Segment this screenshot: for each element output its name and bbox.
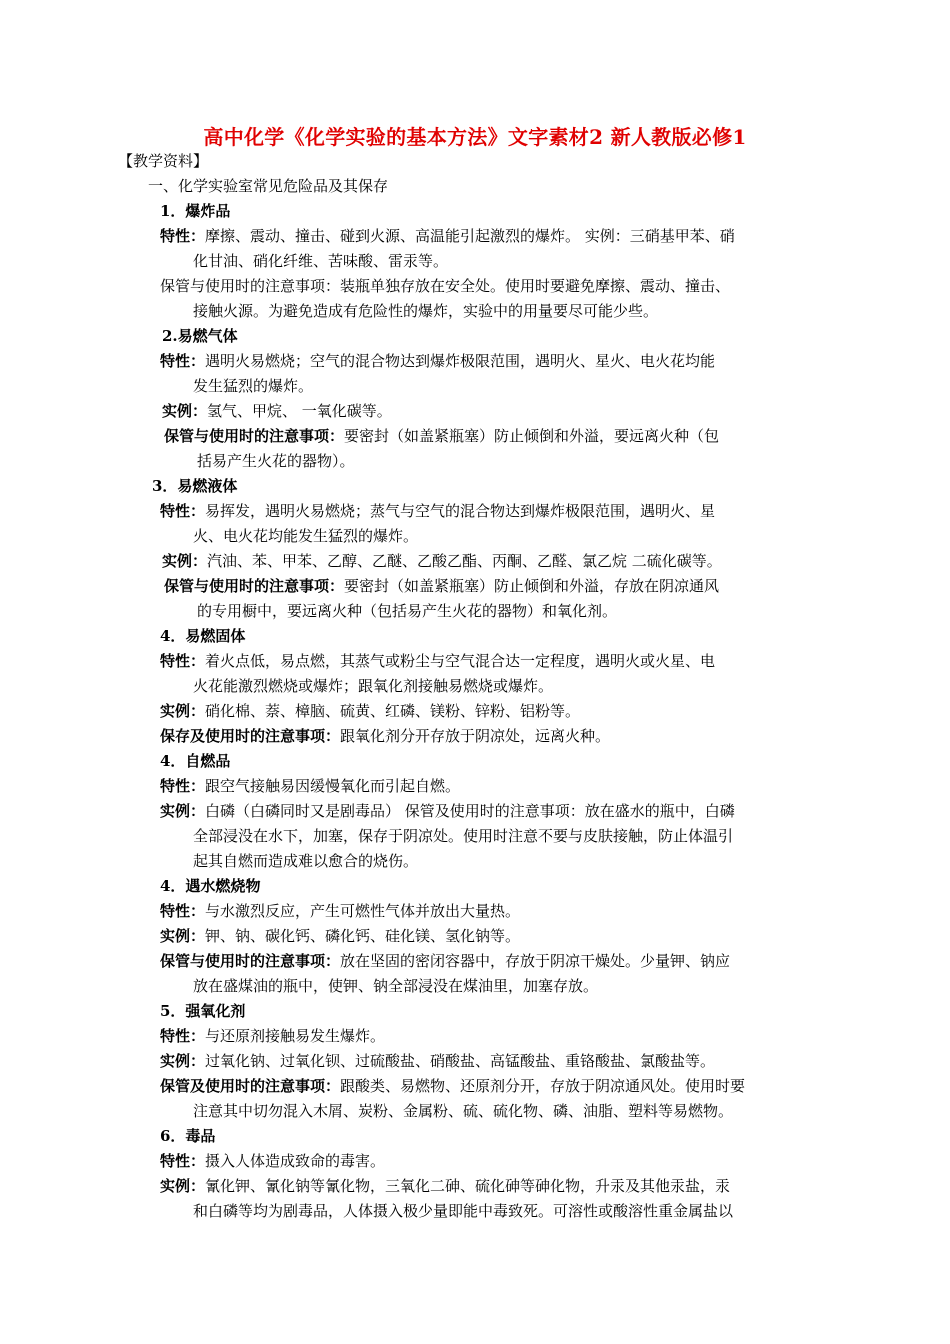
field-text: 放在坚固的密闭容器中，存放于阴凉干燥处。少量钾、钠应	[340, 952, 731, 970]
paragraph-line	[160, 1051, 715, 1071]
field-label: 实例：	[160, 702, 206, 720]
paragraph-line	[160, 1026, 385, 1046]
field-label: 实例：	[162, 552, 208, 570]
subsection-heading: 4．遇水燃烧物	[160, 877, 261, 895]
paragraph-line	[160, 651, 715, 671]
field-label: 实例：	[160, 802, 206, 820]
paragraph-line: 全部浸没在水下，加塞，保存于阴凉处。使用时注意不要与皮肤接触，防止体温引	[193, 827, 734, 845]
field-label: 保管与使用时的注意事项：	[160, 952, 341, 970]
field-label: 特性：	[160, 1027, 206, 1045]
paragraph-line	[160, 726, 610, 746]
field-label: 保管与使用时的注意事项：	[164, 577, 345, 595]
subsection-heading: 4．自燃品	[160, 752, 231, 770]
field-text: 汽油、苯、甲苯、乙醇、乙醚、乙酸乙酯、丙酮、乙醛、氯乙烷 二硫化碳等。	[207, 552, 722, 570]
field-label: 特性：	[160, 902, 206, 920]
subsection-heading: 4．易燃固体	[160, 627, 246, 645]
paragraph-line	[160, 776, 460, 796]
paragraph-line: 和白磷等均为剧毒品，人体摄入极少量即能中毒致死。可溶性或酸溶性重金属盐以	[193, 1202, 734, 1220]
field-label: 实例：	[160, 1052, 206, 1070]
field-text: 摄入人体造成致命的毒害。	[205, 1152, 386, 1170]
paragraph-line: 火、电火花均能发生猛烈的爆炸。	[193, 527, 419, 545]
field-text: 跟酸类、易燃物、还原剂分开，存放于阴凉通风处。使用时要	[340, 1077, 746, 1095]
field-text: 钾、钠、碳化钙、磷化钙、硅化镁、氢化钠等。	[205, 927, 521, 945]
field-label: 实例：	[160, 1177, 206, 1195]
paragraph-line	[160, 1076, 745, 1096]
paragraph-line	[160, 801, 735, 821]
paragraph-line	[162, 401, 392, 421]
field-text: 氢气、甲烷、 一氧化碳等。	[207, 402, 392, 420]
paragraph-line: 括易产生火花的器物）。	[197, 452, 355, 470]
field-label: 特性：	[160, 227, 206, 245]
paragraph-line	[160, 351, 715, 371]
field-label: 保管及使用时的注意事项：	[160, 1077, 341, 1095]
paragraph-line	[160, 701, 580, 721]
field-text: 遇明火易燃烧；空气的混合物达到爆炸极限范围，遇明火、星火、电火花均能	[205, 352, 716, 370]
field-text: 白磷（白磷同时又是剧毒品） 保管及使用时的注意事项：放在盛水的瓶中，白磷	[205, 802, 735, 820]
field-label: 实例：	[162, 402, 208, 420]
paragraph-line	[160, 901, 520, 921]
paragraph-line	[164, 426, 719, 446]
field-label: 特性：	[160, 352, 206, 370]
paragraph-line	[164, 576, 719, 596]
subsection-heading: 5．强氧化剂	[160, 1002, 246, 1020]
subsection-heading: 1．爆炸品	[160, 202, 231, 220]
paragraph-line	[160, 1176, 730, 1196]
field-text: 与水激烈反应，产生可燃性气体并放出大量热。	[205, 902, 521, 920]
paragraph-line: 接触火源。为避免造成有危险性的爆炸，实验中的用量要尽可能少些。	[193, 302, 659, 320]
paragraph-line: 注意其中切勿混入木屑、炭粉、金属粉、硫、硫化物、磷、油脂、塑料等易燃物。	[193, 1102, 734, 1120]
field-text: 过氧化钠、过氧化钡、过硫酸盐、硝酸盐、高锰酸盐、重铬酸盐、氯酸盐等。	[205, 1052, 716, 1070]
field-text: 要密封（如盖紧瓶塞）防止倾倒和外溢，存放在阴凉通风	[344, 577, 720, 595]
field-label: 实例：	[160, 927, 206, 945]
document-title: 高中化学《化学实验的基本方法》文字素材2 新人教版必修1	[203, 125, 747, 149]
paragraph-line: 起其自燃而造成难以愈合的烧伤。	[193, 852, 419, 870]
field-text: 跟空气接触易因缓慢氧化而引起自燃。	[205, 777, 461, 795]
paragraph-line: 发生猛烈的爆炸。	[193, 377, 314, 395]
field-text: 跟氧化剂分开存放于阴凉处，远离火种。	[340, 727, 611, 745]
paragraph-line: 放在盛煤油的瓶中，使钾、钠全部浸没在煤油里，加塞存放。	[193, 977, 599, 995]
paragraph-line	[160, 1151, 385, 1171]
paragraph-line: 化甘油、硝化纤维、苦味酸、雷汞等。	[193, 252, 449, 270]
paragraph-line	[162, 551, 722, 571]
field-label: 保管与使用时的注意事项：	[164, 427, 345, 445]
field-label: 特性：	[160, 777, 206, 795]
subsection-heading: 2.易燃气体	[162, 327, 238, 345]
paragraph-line	[160, 951, 730, 971]
field-text: 氰化钾、氰化钠等氰化物，三氧化二砷、硫化砷等砷化物，升汞及其他汞盐，汞	[205, 1177, 731, 1195]
paragraph-line	[160, 226, 735, 246]
field-label: 特性：	[160, 652, 206, 670]
field-text: 着火点低，易点燃，其蒸气或粉尘与空气混合达一定程度，遇明火或火星、电	[205, 652, 716, 670]
paragraph-line	[160, 926, 520, 946]
material-label: 【教学资料】	[118, 152, 209, 170]
subsection-heading: 6．毒品	[160, 1127, 216, 1145]
paragraph-line	[160, 501, 715, 521]
paragraph-line: 火花能激烈燃烧或爆炸；跟氧化剂接触易燃烧或爆炸。	[193, 677, 554, 695]
section-heading: 一、化学实验室常见危险品及其保存	[148, 177, 389, 195]
field-text: 摩擦、震动、撞击、碰到火源、高温能引起激烈的爆炸。 实例：三硝基甲苯、硝	[205, 227, 735, 245]
field-text: 要密封（如盖紧瓶塞）防止倾倒和外溢，要远离火种（包	[344, 427, 720, 445]
field-label: 特性：	[160, 502, 206, 520]
field-label: 特性：	[160, 1152, 206, 1170]
paragraph-line: 的专用橱中，要远离火种（包括易产生火花的器物）和氧化剂。	[197, 602, 618, 620]
paragraph-line: 保管与使用时的注意事项：装瓶单独存放在安全处。使用时要避免摩擦、震动、撞击、	[160, 277, 731, 295]
field-text: 硝化棉、萘、樟脑、硫黄、红磷、镁粉、锌粉、铝粉等。	[205, 702, 581, 720]
field-label: 保存及使用时的注意事项：	[160, 727, 341, 745]
field-text: 与还原剂接触易发生爆炸。	[205, 1027, 386, 1045]
field-text: 易挥发，遇明火易燃烧；蒸气与空气的混合物达到爆炸极限范围，遇明火、星	[205, 502, 716, 520]
subsection-heading: 3．易燃液体	[152, 477, 238, 495]
